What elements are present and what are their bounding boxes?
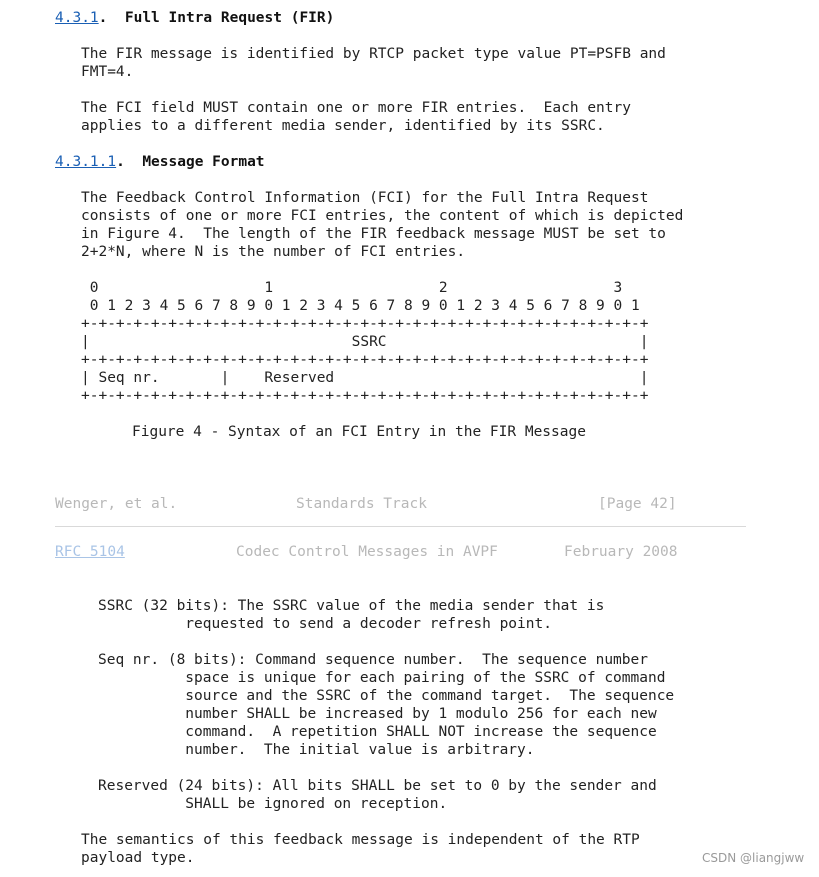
diagram-border: +-+-+-+-+-+-+-+-+-+-+-+-+-+-+-+-+-+-+-+-+-+-+-+-+-+-+-+-+-+-+-+-+ (81, 352, 649, 368)
paragraph-line: FMT=4. (81, 64, 134, 80)
section-heading-punct: . (98, 10, 125, 26)
section-title-4-3-1: Full Intra Request (FIR) (124, 10, 335, 26)
paragraph-line: The semantics of this feedback message is independent of the RTP (81, 832, 640, 848)
section-heading-4-3-1 (55, 9, 334, 27)
diagram-border: +-+-+-+-+-+-+-+-+-+-+-+-+-+-+-+-+-+-+-+-+-+-+-+-+-+-+-+-+-+-+-+-+ (81, 316, 649, 332)
definition-line: SHALL be ignored on reception. (98, 796, 448, 812)
page-break-divider (55, 526, 746, 527)
paragraph-line: applies to a different media sender, identified by its SSRC. (81, 118, 605, 134)
definition-line: Reserved (24 bits): All bits SHALL be set to 0 by the sender and (98, 778, 657, 794)
paragraph-line: The FIR message is identified by RTCP packet type value PT=PSFB and (81, 46, 666, 62)
footer-authors: Wenger, et al. (55, 496, 178, 512)
definition-line: number. The initial value is arbitrary. (98, 742, 535, 758)
paragraph-line: consists of one or more FCI entries, the content of which is depicted (81, 208, 684, 224)
section-title-4-3-1-1: Message Format (142, 154, 265, 170)
rfc-link[interactable]: RFC 5104 (55, 544, 125, 560)
section-link-4-3-1[interactable]: 4.3.1 (55, 10, 99, 26)
diagram-bit-units-row: 0 1 2 3 4 5 6 7 8 9 0 1 2 3 4 5 6 7 8 9 0 1 2 3 4 5 6 7 8 9 0 1 (81, 298, 640, 314)
paragraph-line: The FCI field MUST contain one or more FIR entries. Each entry (81, 100, 631, 116)
definition-line: SSRC (32 bits): The SSRC value of the media sender that is (98, 598, 605, 614)
definition-line: requested to send a decoder refresh point. (98, 616, 552, 632)
diagram-ssrc-row: | SSRC | (81, 334, 649, 350)
paragraph-line: The Feedback Control Information (FCI) for the Full Intra Request (81, 190, 649, 206)
footer-track: Standards Track (296, 496, 427, 512)
header-date: February 2008 (564, 544, 678, 560)
diagram-bit-tens-row: 0 1 2 3 (81, 280, 623, 296)
header-title: Codec Control Messages in AVPF (236, 544, 498, 560)
definition-line: space is unique for each pairing of the SSRC of command (98, 670, 666, 686)
paragraph-line: payload type. (81, 850, 195, 866)
definition-line: command. A repetition SHALL NOT increase the sequence (98, 724, 657, 740)
figure-caption: Figure 4 - Syntax of an FCI Entry in the FIR Message (132, 424, 586, 440)
watermark: CSDN @liangjww (702, 851, 805, 865)
section-heading-punct: . (116, 154, 143, 170)
paragraph-line: in Figure 4. The length of the FIR feedback message MUST be set to (81, 226, 666, 242)
diagram-seq-reserved-row: | Seq nr. | Reserved | (81, 370, 649, 386)
definition-line: number SHALL be increased by 1 modulo 256 for each new (98, 706, 657, 722)
section-heading-4-3-1-1 (55, 153, 265, 171)
definition-line: source and the SSRC of the command target. The sequence (98, 688, 675, 704)
diagram-border: +-+-+-+-+-+-+-+-+-+-+-+-+-+-+-+-+-+-+-+-+-+-+-+-+-+-+-+-+-+-+-+-+ (81, 388, 649, 404)
definition-line: Seq nr. (8 bits): Command sequence number. The sequence number (98, 652, 648, 668)
paragraph-line: 2+2*N, where N is the number of FCI entries. (81, 244, 466, 260)
section-link-4-3-1-1[interactable]: 4.3.1.1 (55, 154, 117, 170)
footer-page-number: [Page 42] (598, 496, 677, 512)
header-rfc (55, 543, 125, 561)
